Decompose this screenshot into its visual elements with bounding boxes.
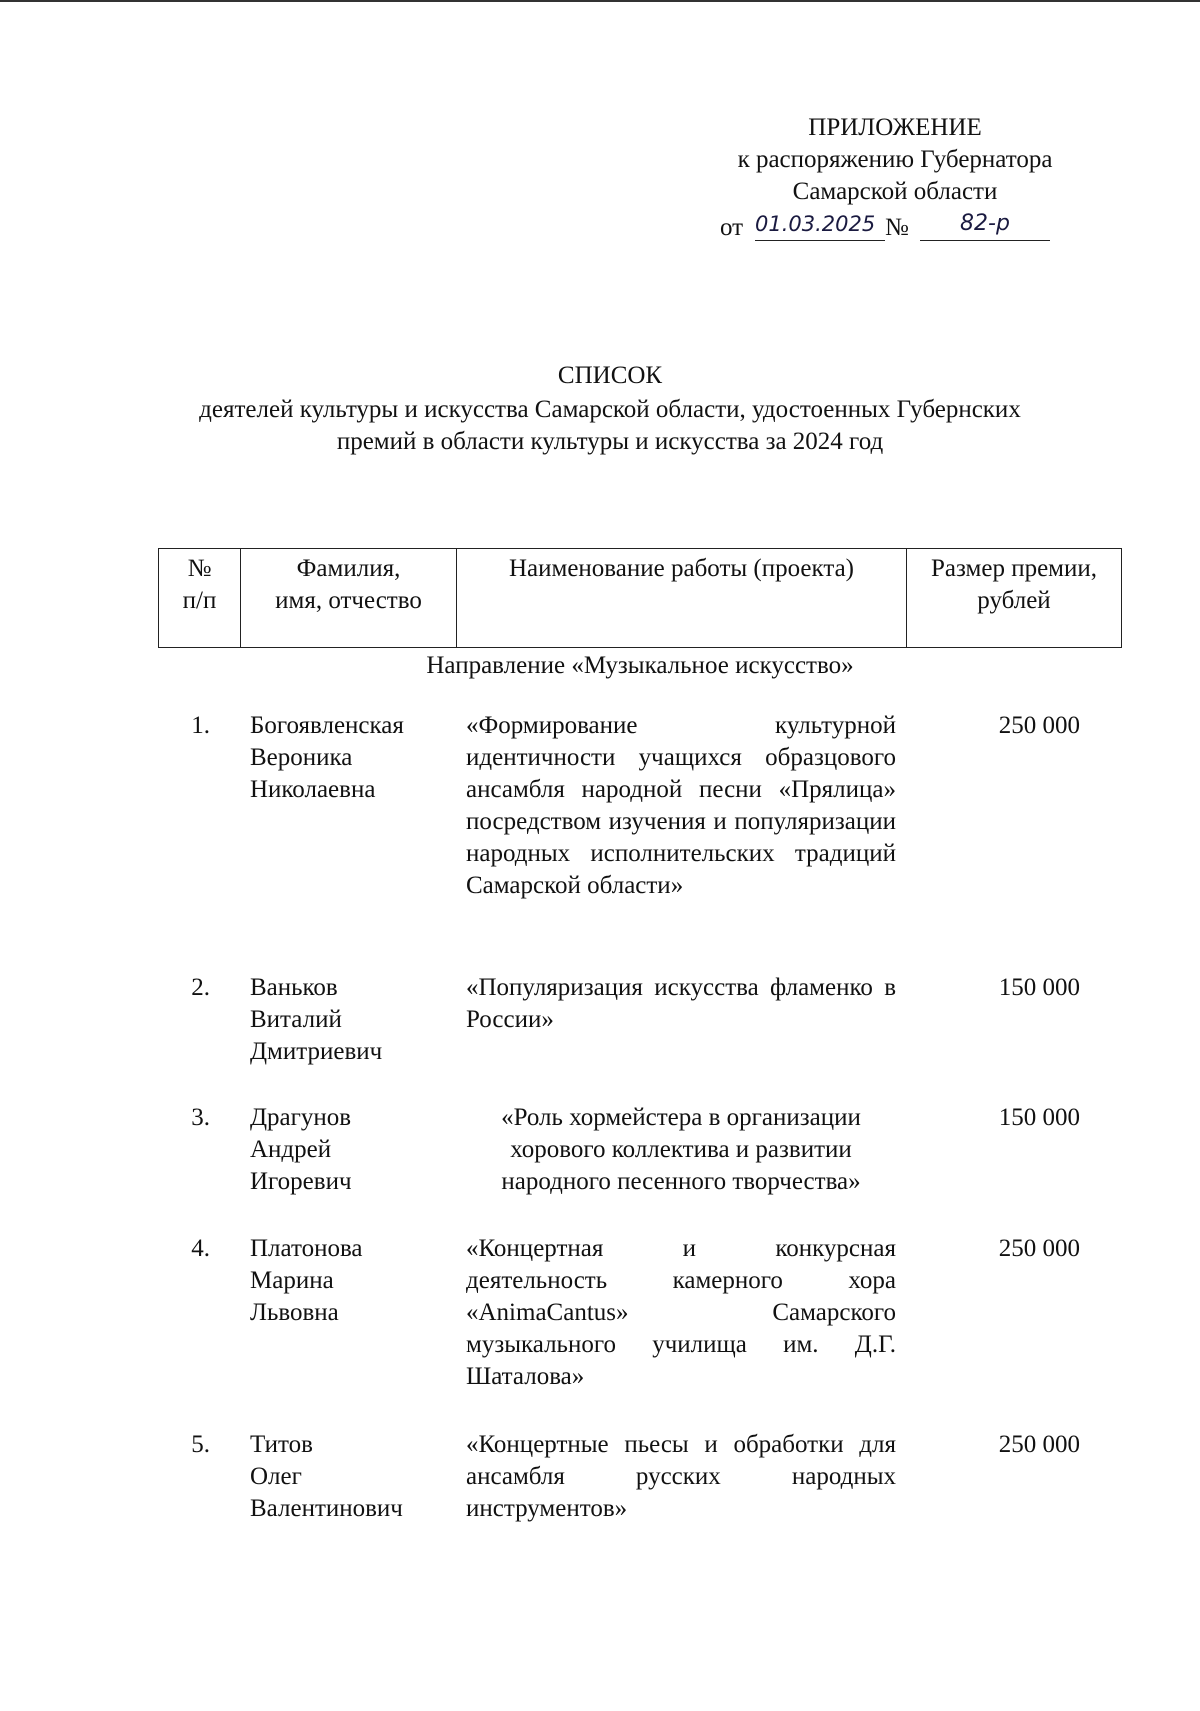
- surname: Титов: [250, 1431, 313, 1458]
- number-label: №: [885, 214, 909, 241]
- row-prize: 250 000: [998, 1235, 1080, 1262]
- header-name-line-1: Фамилия,: [296, 555, 401, 582]
- header-cell-number: [159, 549, 241, 647]
- header-prize-line-1: Размер премии,: [931, 555, 1097, 582]
- patronymic: Игоревич: [250, 1168, 352, 1195]
- surname: Платонова: [250, 1235, 363, 1262]
- row-name: [250, 710, 450, 806]
- row-name: [250, 972, 450, 1068]
- table-header: [158, 548, 1122, 648]
- header-name-line-2: имя, отчество: [275, 587, 422, 614]
- header-cell-prize: [907, 549, 1121, 647]
- row-work: «Популяризация искусства фламенко в России»: [466, 974, 896, 1033]
- decree-number-handwritten: 82-р: [920, 208, 1050, 241]
- row-number: 5.: [191, 1431, 210, 1458]
- from-label: от: [720, 214, 744, 241]
- header-work-text: Наименование работы (проекта): [508, 555, 855, 582]
- row-work: «Концертные пьесы и обработки для ансамбля русских народных инструментов»: [466, 1431, 896, 1522]
- row-prize: 250 000: [998, 1431, 1080, 1458]
- first-name: Олег: [250, 1463, 302, 1490]
- decree-line: [680, 208, 1110, 244]
- first-name: Виталий: [250, 1006, 342, 1033]
- row-name: [250, 1233, 450, 1329]
- patronymic: Дмитриевич: [250, 1038, 383, 1065]
- row-number: 2.: [191, 974, 210, 1001]
- row-prize: 250 000: [998, 712, 1080, 739]
- decree-date-handwritten: 01.03.2025: [755, 208, 885, 241]
- list-heading: СПИСОК: [557, 362, 663, 389]
- surname: Богоявленская: [250, 712, 404, 739]
- row-name: [250, 1429, 450, 1525]
- header-prize-line-2: рублей: [977, 587, 1051, 614]
- row-number: 3.: [191, 1104, 210, 1131]
- appendix-title: ПРИЛОЖЕНИЕ: [808, 114, 982, 141]
- appendix-line-2: Самарской области: [792, 178, 998, 205]
- row-name: [250, 1102, 450, 1198]
- header-number-line-2: п/п: [182, 587, 217, 614]
- first-name: Марина: [250, 1267, 334, 1294]
- header-cell-name: [241, 549, 457, 647]
- row-prize: 150 000: [998, 974, 1080, 1001]
- row-number: 1.: [191, 712, 210, 739]
- list-subtitle-2: премий в области культуры и искусства за 2024 год: [336, 428, 884, 455]
- top-border-line: [0, 0, 1200, 2]
- surname: Ваньков: [250, 974, 338, 1001]
- patronymic: Николаевна: [250, 776, 376, 803]
- first-name: Андрей: [250, 1136, 332, 1163]
- header-number-line-1: №: [187, 555, 212, 582]
- header-cell-work: [457, 549, 907, 647]
- patronymic: Валентинович: [250, 1495, 403, 1522]
- row-work: «Концертная и конкурсная деятельность камерного хора «AnimaCantus» Самарского музыкального училища им. Д.Г. Шаталова»: [466, 1235, 896, 1390]
- patronymic: Львовна: [250, 1299, 339, 1326]
- appendix-block: [680, 112, 1110, 244]
- row-work: «Роль хормейстера в организации хорового коллектива и развитии народного песенного творчества»: [501, 1104, 861, 1195]
- appendix-line-1: к распоряжению Губернатора: [737, 146, 1053, 173]
- row-number: 4.: [191, 1235, 210, 1262]
- section-heading: Направление «Музыкальное искусство»: [426, 652, 854, 679]
- first-name: Вероника: [250, 744, 353, 771]
- list-subtitle-1: деятелей культуры и искусства Самарской области, удостоенных Губернских: [199, 396, 1021, 423]
- list-title-block: [150, 360, 1070, 458]
- row-work: «Формирование культурной идентичности учащихся образцового ансамбля народной песни «Прялица» посредством изучения и популяризации народных исполнительских традиций Самарской области»: [466, 712, 896, 899]
- surname: Драгунов: [250, 1104, 352, 1131]
- row-prize: 150 000: [998, 1104, 1080, 1131]
